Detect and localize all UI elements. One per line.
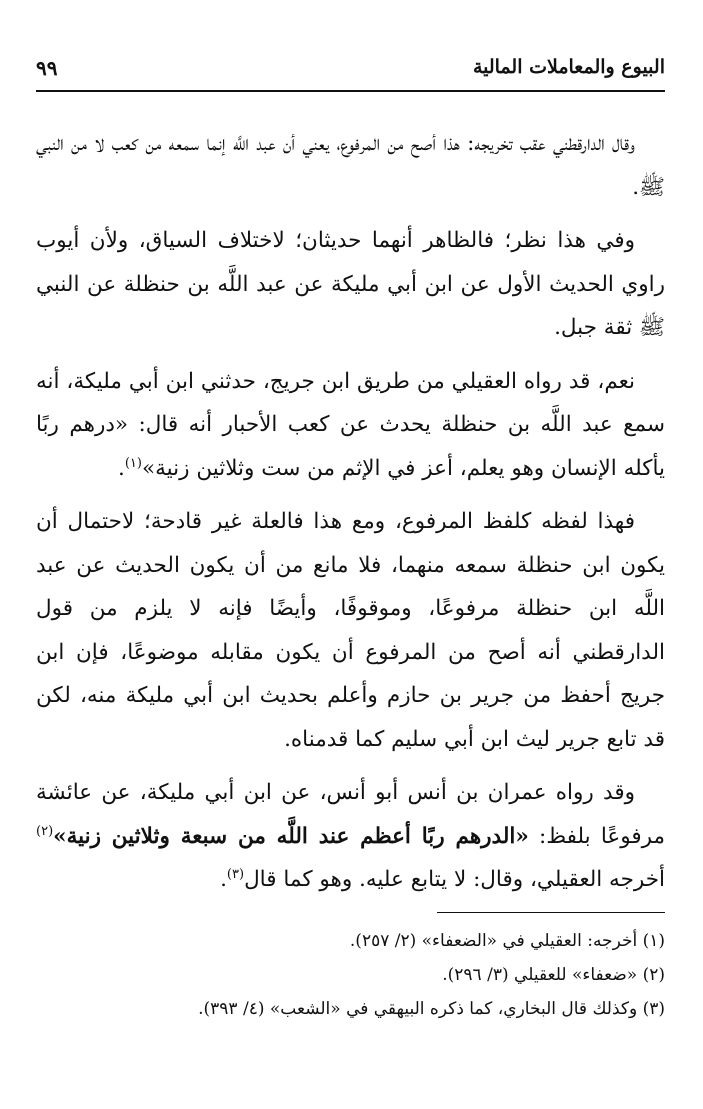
footnote-2: (٢) «ضعفاء» للعقيلي (٣/ ٢٩٦).: [442, 965, 665, 985]
footnote-ref-2: (٢): [36, 823, 54, 839]
paragraph-3: [36, 360, 665, 491]
paragraph-5: [36, 771, 665, 902]
paragraph-1: [36, 122, 665, 209]
paragraph-4-text: فهذا لفظه كلفظ المرفوع، ومع هذا فالعلة غير قادحة؛ لاحتمال أن يكون ابن حنظلة سمعه منهما، فلا مانع من أن يكون الحديث عن عبد اللَّه ابن حنظلة مرفوعًا، وموقوفًا، وأيضًا فإنه لا يلزم من قول الدارقطني أنه أصح من المرفوع أن يكون مقابله موضوعًا، فإن ابن جريج أحفظ من جرير بن حازم وأعلم بحديث ابن أبي مليكة منه، لكن قد تابع جرير ليث ابن أبي سليم كما قدمناه.: [36, 509, 665, 752]
footnotes: [36, 924, 665, 1026]
footnote-3: (٣) وكذلك قال البخاري، كما ذكره البيهقي في «الشعب» (٤/ ٣٩٣).: [198, 999, 665, 1019]
paragraph-5-continued: أخرجه العقيلي، وقال: لا يتابع عليه. وهو كما قال: [244, 867, 665, 892]
chapter-title: البيوع والمعاملات المالية: [472, 56, 665, 78]
paragraph-3-end: .: [118, 455, 125, 481]
paragraph-5-end: .: [220, 867, 227, 892]
footnote-ref-3: (٣): [226, 866, 245, 882]
paragraph-3-text: نعم، قد رواه العقيلي من طريق ابن جريج، حدثني ابن أبي مليكة، أنه سمع عبد اللَّه بن حنظلة يحدث عن كعب الأحبار أنه قال: «درهم ربًا يأكله الإنسان وهو يعلم، أعز في الإثم من ست وثلاثين زنية»: [36, 368, 665, 481]
hadith-quote: «الدرهم ربًا أعظم عند اللَّه من سبعة وثلاثين زنية»: [53, 823, 529, 849]
footnote-divider: [437, 912, 665, 913]
footnote-1: (١) أخرجه: العقيلي في «الضعفاء» (٢/ ٢٥٧).: [349, 931, 665, 951]
footnote-ref-1: (١): [124, 455, 142, 471]
paragraph-5-text: وقد رواه عمران بن أنس أبو أنس، عن ابن أبي مليكة، عن عائشة مرفوعًا بلفظ:: [36, 780, 665, 849]
main-text: [36, 122, 665, 912]
paragraph-1-text: وقال الدارقطني عقب تخريجه: هذا أصح من المرفوع، يعني أن عبد اللَّه إنما سمعه من كعب لا من النبي ﷺ.: [36, 131, 665, 200]
page-number: ٩٩: [36, 56, 58, 80]
paragraph-4: [36, 500, 665, 761]
paragraph-2-text: وفي هذا نظر؛ فالظاهر أنهما حديثان؛ لاختلاف السياق، ولأن أيوب راوي الحديث الأول عن ابن أبي مليكة عن عبد اللَّه بن حنظلة عن النبي ﷺ ثقة جبل.: [36, 228, 665, 340]
running-header: [36, 56, 665, 92]
paragraph-2: [36, 219, 665, 350]
